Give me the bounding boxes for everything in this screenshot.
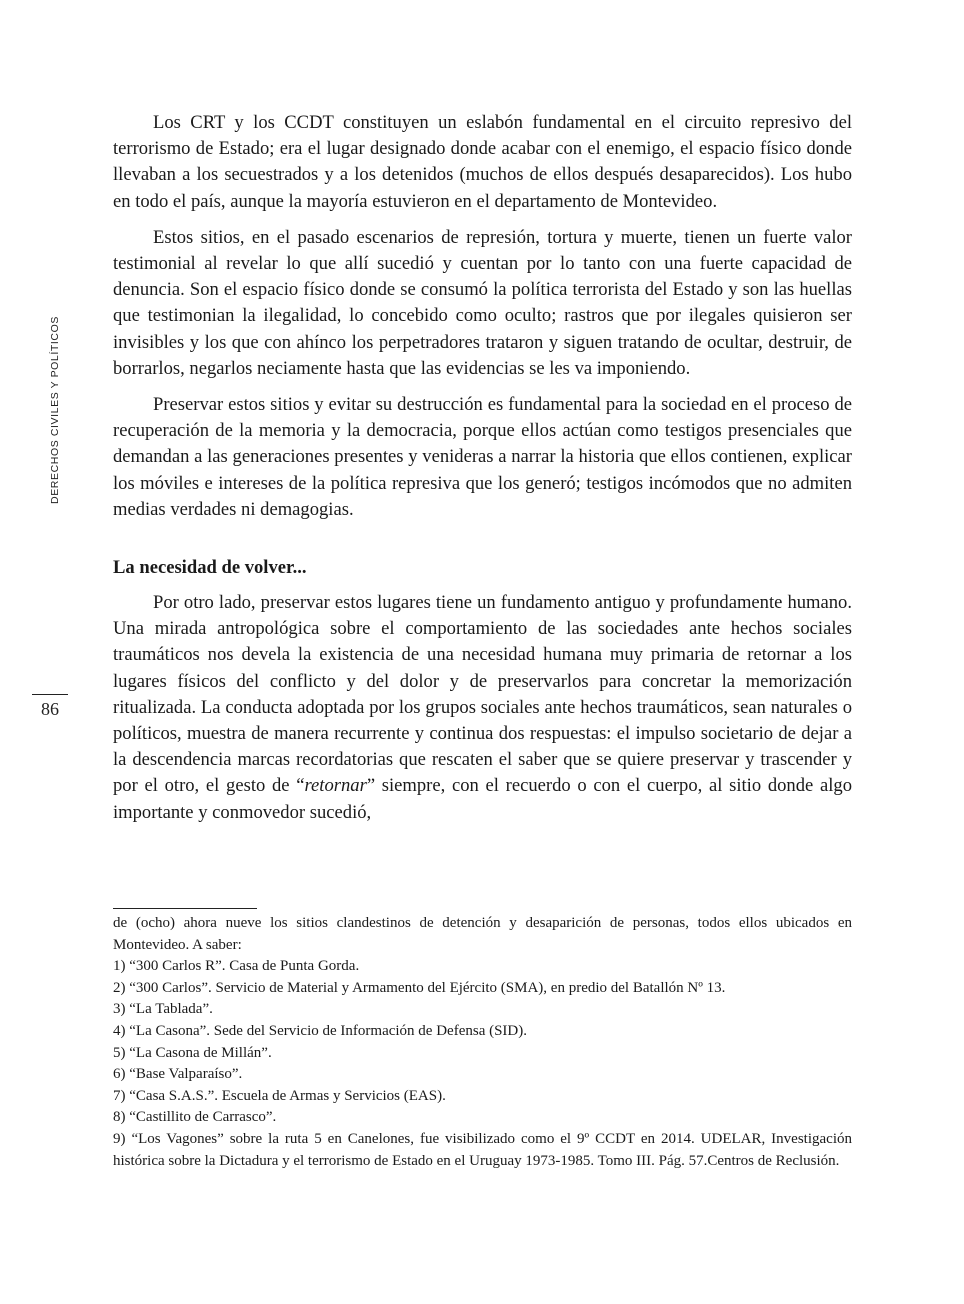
running-head: DERECHOS CIVILES Y POLÍTICOS xyxy=(49,316,61,504)
paragraph-4-text-before: Por otro lado, preservar estos lugares tiene un fundamento antiguo y profundamente humano. Una mirada antropológica sobre el comportamiento de las sociedades ante hechos sociales traumáticos nos devela la existencia de una necesidad humana muy primaria de retornar a los lugares físicos del conflicto y del dolor y de preservarlos para concretar la memorización ritualizada. La conducta adoptada por los grupos sociales ante hechos traumáticos, sean naturales o políticos, muestra de manera recurrente y continua dos respuestas: el impulso societario de dejar a la descendencia marcas recordatorias que rescaten el saber que se quiere preservar y trascender y por el otro, el gesto de “ xyxy=(113,592,852,797)
paragraph-4-italic-word: retornar xyxy=(304,775,367,797)
footnote-item: 6) “Base Valparaíso”. xyxy=(113,1066,243,1083)
footnote-item: 2) “300 Carlos”. Servicio de Material y Armamento del Ejército (SMA), en predio del Batallón Nº 13. xyxy=(113,979,726,996)
page-number: 86 xyxy=(41,699,59,719)
footnote-item: 4) “La Casona”. Sede del Servicio de Información de Defensa (SID). xyxy=(113,1022,528,1039)
footnote-rule xyxy=(113,908,257,909)
footnote-item: 8) “Castillito de Carrasco”. xyxy=(113,1109,277,1126)
footnote-item: 3) “La Tablada”. xyxy=(113,1001,213,1018)
paragraph-1: Los CRT y los CCDT constituyen un eslabón fundamental en el circuito represivo del terrorismo de Estado; era el lugar designado donde acabar con el enemigo, el espacio físico donde llevaban a los secuestrados y a los detenidos (muchos de ellos después desaparecidos). Los hubo en todo el país, aunque la mayoría estuvieron en el departamento de Montevideo. xyxy=(113,112,852,212)
paragraph-2: Estos sitios, en el pasado escenarios de represión, tortura y muerte, tienen un fuerte valor testimonial al revelar lo que allí sucedió y cuentan por lo tanto con una fuerte capacidad de denuncia. Son el espacio físico donde se consumó la política terrorista del Estado y son las huellas que testimonian la ilegalidad, lo concebido como oculto; rastros que por ilegales quisieron ser invisibles y los que con ahínco los perpetradores trataron y siguen tratando de ocultar, destruir, de borrarlos, negarlos neciamente hasta que las evidencias se les va imponiendo. xyxy=(113,226,852,379)
footnote-intro: de (ocho) ahora nueve los sitios clandestinos de detención y desaparición de personas, todos ellos ubicados en Montevideo. A saber: xyxy=(113,915,852,953)
main-text xyxy=(113,110,852,836)
paragraph-3: Preservar estos sitios y evitar su destrucción es fundamental para la sociedad en el proceso de recuperación de la memoria y la democracia, porque ellos actúan como testigos presenciales que demandan a las generaciones presentes y venideras a narrar la historia que ellos contienen, explicar los móviles e intereses de la política represiva que los generó; testigos incómodos que no admiten medias verdades ni demagogias. xyxy=(113,394,852,520)
footnote-item: 1) “300 Carlos R”. Casa de Punta Gorda. xyxy=(113,958,360,975)
page-number-rule xyxy=(32,694,68,695)
footnotes xyxy=(113,913,852,1172)
section-heading: La necesidad de volver... xyxy=(113,557,307,579)
footnote-item: 5) “La Casona de Millán”. xyxy=(113,1044,272,1061)
footnote-item: 7) “Casa S.A.S.”. Escuela de Armas y Servicios (EAS). xyxy=(113,1087,446,1104)
paragraph-4-text-after: ” siempre, con el recuerdo o con el cuerpo, al sitio donde algo importante y conmovedor sucedió, xyxy=(113,775,852,823)
footnote-item: 9) “Los Vagones” sobre la ruta 5 en Canelones, fue visibilizado como el 9º CCDT en 2014. UDELAR, Investigación histórica sobre la Dictadura y el terrorismo de Estado en el Uruguay 1973-1985. Tomo III. Pág. 57.Centros de Reclusión. xyxy=(113,1130,852,1169)
paragraph-4 xyxy=(113,590,852,826)
